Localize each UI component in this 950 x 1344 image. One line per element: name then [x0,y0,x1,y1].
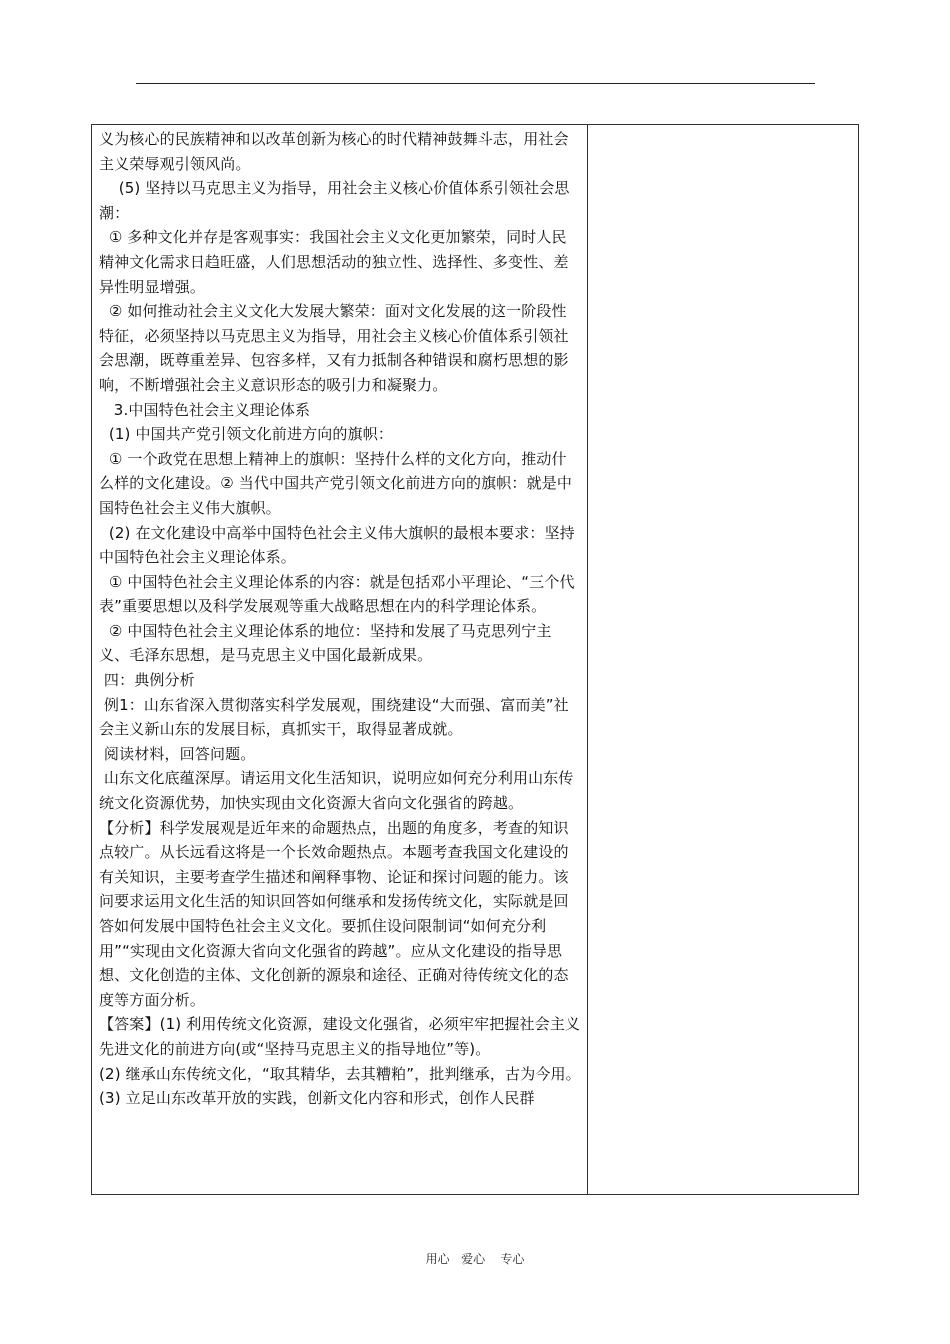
empty-notes-cell [588,125,858,1194]
instruction: 阅读材料，回答问题。 [99,744,256,763]
paragraph-10: ② 中国特色社会主义理论体系的地位：坚持和发展了马克思列宁主义、毛泽东思想，是马克思主义中国化最新成果。 [99,621,552,665]
paragraph-8: (2) 在文化建设中高举中国特色社会主义伟大旗帜的最根本要求：坚持中国特色社会主义理论体系。 [99,523,575,567]
content-table [91,124,859,1195]
paragraph-3: ① 多种文化并存是客观事实：我国社会主义文化更加繁荣，同时人民精神文化需求日趋旺盛，人们思想活动的独立性、选择性、多变性、差异性明显增强。 [99,228,569,296]
paragraph-9: ① 中国特色社会主义理论体系的内容：就是包括邓小平理论、“三个代表”重要思想以及科学发展观等重大战略思想在内的科学理论体系。 [99,572,575,616]
answer-1: 【答案】(1) 利用传统文化资源，建设文化强省，必须牢牢把握社会主义先进文化的前进方向(或“坚持马克思主义的指导地位”等)。 [99,1015,581,1058]
paragraph-7: ① 一个政党在思想上精神上的旗帜：坚持什么样的文化方向，推动什么样的文化建设。② 当代中国共产党引领文化前进方向的旗帜：就是中国特色社会主义伟大旗帜。 [99,449,573,517]
answer-2: (2) 继承山东传统文化，“取其精华，去其糟粕”，批判继承，古为今用。 [99,1064,581,1083]
example-question: 例1：山东省深入贯彻落实科学发展观，围绕建设“大而强、富而美”社会主义新山东的发展目标，真抓实干，取得显著成就。 [99,695,569,739]
paragraph-4: ② 如何推动社会主义文化大发展大繁荣：面对文化发展的这一阶段性特征，必须坚持以马克思主义为指导，用社会主义核心价值体系引领社会思潮，既尊重差异、包容多样，又有力抵制各种错误和腐朽思想的影响，不断增强社会主义意识形态的吸引力和凝聚力。 [99,302,569,394]
paragraph-5: 3.中国特色社会主义理论体系 [99,400,311,419]
header-rule [136,83,815,84]
paragraph-2: (5) 坚持以马克思主义为指导，用社会主义核心价值体系引领社会思潮： [99,179,570,222]
content-cell [92,125,588,1194]
material: 山东文化底蕴深厚。请运用文化生活知识，说明应如何充分利用山东传统文化资源优势，加快实现由文化资源大省向文化强省的跨越。 [99,769,574,813]
paragraph-1: 义为核心的民族精神和以改革创新为核心的时代精神鼓舞斗志，用社会主义荣辱观引领风尚。 [99,130,569,173]
paragraph-6: (1) 中国共产党引领文化前进方向的旗帜： [99,425,394,444]
answer-3: (3) 立足山东改革开放的实践，创新文化内容和形式，创作人民群 [99,1089,535,1108]
section-heading: 四：典例分析 [99,671,195,690]
analysis: 【分析】科学发展观是近年来的命题热点，出题的角度多，考查的知识点较广。从长远看这将是一个长效命题热点。本题考查我国文化建设的有关知识，主要考查学生描述和阐释事物、论证和探讨问题的能力。该问要求运用文化生活的知识回答如何继承和发扬传统文化，实际就是回答如何发展中国特色社会主义文化。要抓住设问限制词“如何充分利用”“实现由文化资源大省向文化强省的跨越”。应从文化建设的指导思想、文化创造的主体、文化创新的源泉和途径、正确对待传统文化的态度等方面分析。 [99,818,569,1009]
page-footer: 用心 爱心 专心 [425,1252,525,1266]
